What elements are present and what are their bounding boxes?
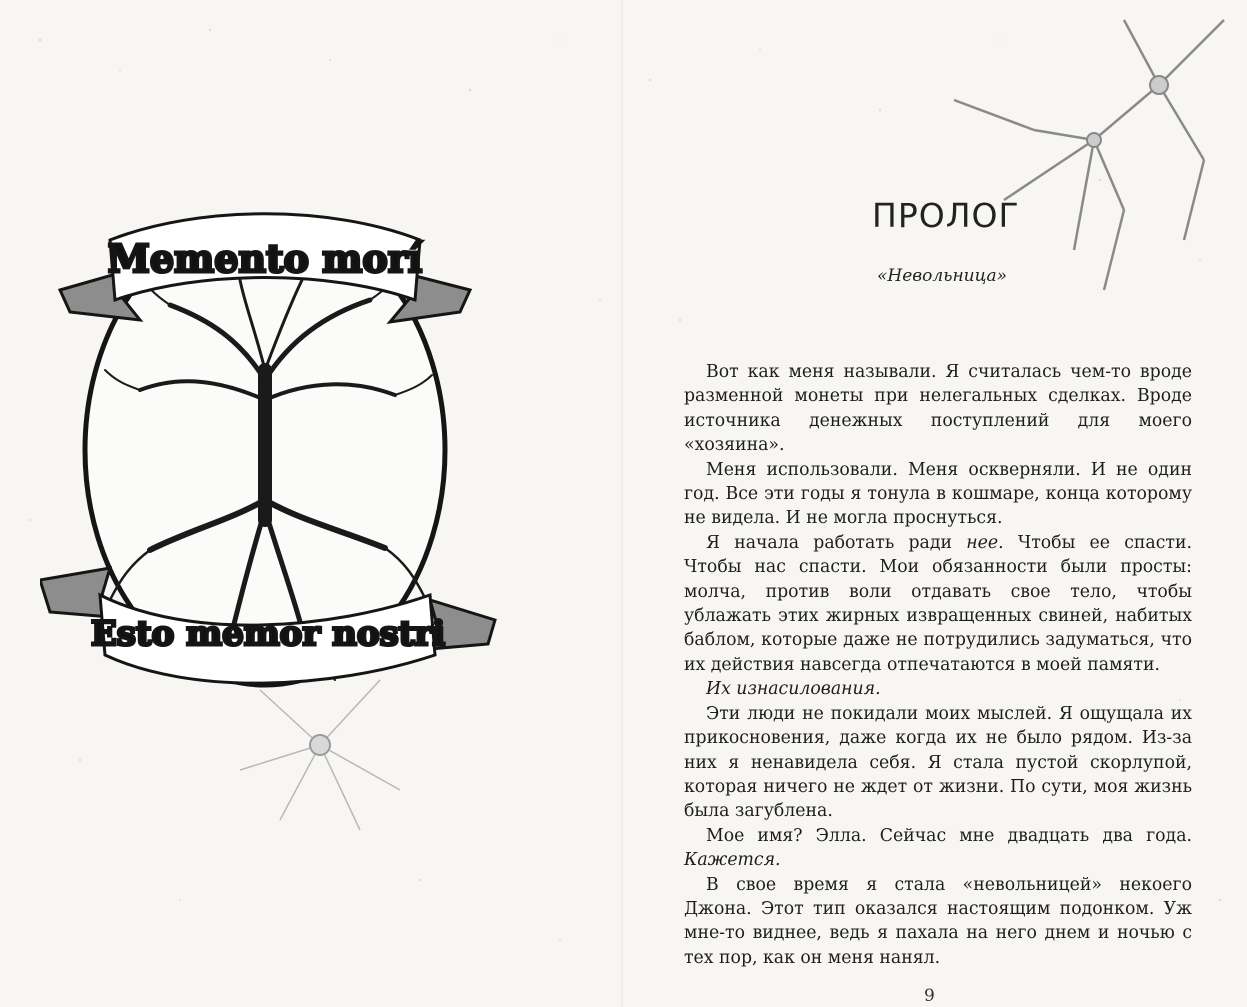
paragraph: В свое время я стала «невольницей» некоего Джона. Этот тип оказался настоящим подонком. Уж мне-то виднее, ведь я пахала на него днем и ночью с тех пор, как он меня нанял. bbox=[684, 874, 1192, 968]
bullet-crack-icon bbox=[220, 670, 420, 840]
banner-bottom-text: Esto memor nostri bbox=[90, 614, 446, 654]
banner-top-text: Memento morí bbox=[107, 236, 423, 281]
chapter-title: ПРОЛОГ bbox=[872, 196, 1020, 235]
chapter-subtitle: «Невольница» bbox=[876, 266, 1008, 286]
paragraph: Я начала работать ради нее. Чтобы ее спасти. Чтобы нас спасти. Мои обязанности были просты: молча, против воли отдавать свое тело, чтобы ублажать этих жирных извращенных свиней, набитых баблом, которые даже не потрудились задуматься, что их действия навсегда отпечатаются в моей памяти. bbox=[684, 532, 1192, 675]
paragraph: Их изнасилования. bbox=[706, 679, 881, 700]
paragraph: Меня использовали. Меня оскверняли. И не один год. Все эти годы я тонула в кошмаре, конца которому не видела. И не могла проснуться. bbox=[684, 459, 1192, 529]
paragraph: Эти люди не покидали моих мыслей. Я ощущала их прикосновения, даже когда их не было рядом. Из-за них я ненавидела себя. Я стала пустой скорлупой, которая ничего не ждет от жизни. По сути, моя жизнь была загублена. bbox=[684, 703, 1192, 822]
page-number: 9 bbox=[924, 986, 935, 1006]
body-text bbox=[684, 360, 1192, 970]
paragraph: Вот как меня называли. Я считалась чем-то вроде разменной монеты при нелегальных сделках. Вроде источника денежных поступлений для моего «хозяина». bbox=[684, 362, 1192, 456]
right-page bbox=[624, 0, 1247, 1007]
paragraph: Мое имя? Элла. Сейчас мне двадцать два года. Кажется. bbox=[684, 825, 1192, 871]
memento-mori-emblem bbox=[40, 200, 500, 700]
